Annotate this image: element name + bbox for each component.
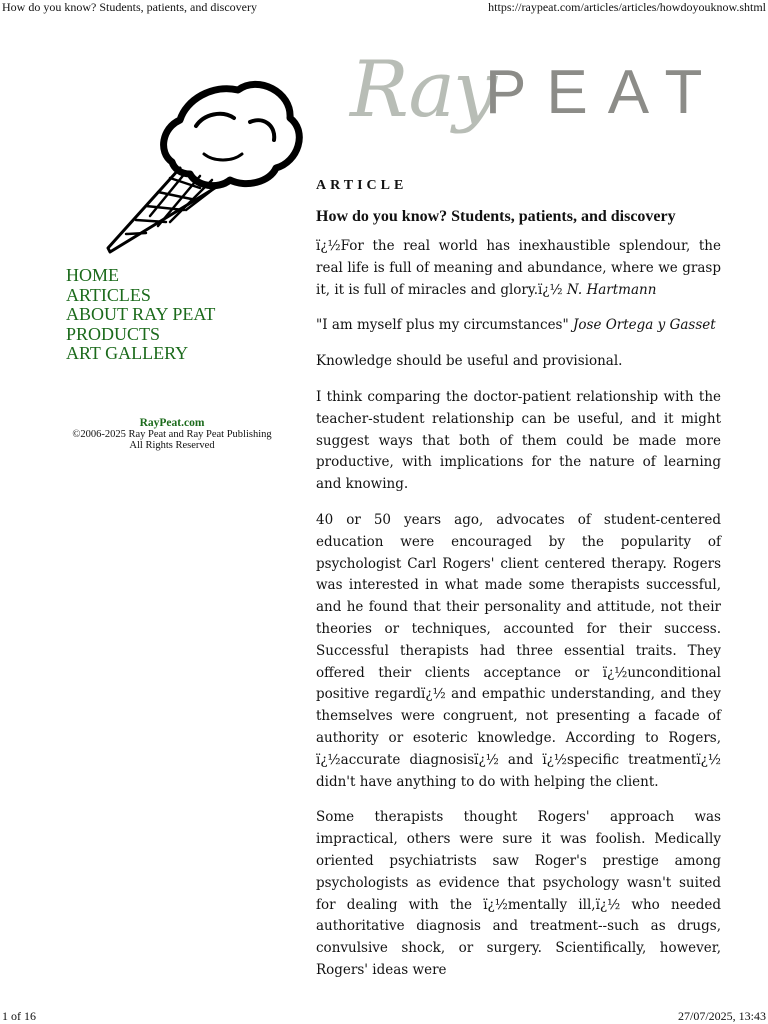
brand-peat-text: PEAT bbox=[485, 58, 723, 127]
ice-cream-cone-icon[interactable] bbox=[100, 70, 305, 255]
print-footer-page: 1 of 16 bbox=[2, 1009, 36, 1023]
section-label: ARTICLE bbox=[316, 178, 408, 193]
copyright-line2: All Rights Reserved bbox=[129, 439, 215, 451]
nav-about-link[interactable]: ABOUT RAY PEAT bbox=[66, 304, 216, 324]
paragraph-1: Knowledge should be useful and provisional. bbox=[316, 353, 623, 370]
epigraph-ortega bbox=[316, 315, 721, 337]
sidebar-nav bbox=[66, 266, 296, 364]
epigraph-hartmann-author: N. Hartmann bbox=[566, 281, 657, 298]
nav-articles-link[interactable]: ARTICLES bbox=[66, 284, 151, 305]
print-header-url: https://raypeat.com/articles/articles/howdoyouknow.shtml bbox=[488, 0, 766, 14]
nav-gallery-link[interactable]: ART GALLERY bbox=[66, 343, 189, 363]
article-title: How do you know? Students, patients, and discovery bbox=[316, 208, 676, 225]
epigraph-hartmann-text: ï¿½For the real world has inexhaustible splendour, the real life is full of meaning and abundance, where we grasp it, it is full of miracles and glory.ï¿½ bbox=[316, 238, 721, 298]
brand-ray-text: Ray bbox=[350, 45, 496, 135]
copyright-line1: ©2006-2025 Ray Peat and Ray Peat Publishing bbox=[72, 429, 272, 440]
print-footer-datetime: 27/07/2025, 13:43 bbox=[677, 1009, 766, 1023]
copyright-block bbox=[66, 417, 278, 451]
print-header-title: How do you know? Students, patients, and discovery bbox=[2, 0, 257, 14]
nav-products-link[interactable]: PRODUCTS bbox=[66, 323, 161, 344]
paragraph-2: I think comparing the doctor-patient relationship with the teacher-student relationship can be useful, and it might suggest ways that both of them could be made more productive, with implications for the nature of learning and knowing. bbox=[316, 388, 721, 493]
copyright-site[interactable]: RayPeat.com bbox=[139, 417, 205, 429]
paragraph-3: 40 or 50 years ago, advocates of student-centered education were encouraged by the popularity of psychologist Carl Rogers' client centered therapy. Rogers was interested in what made some therapists successful, and he found that their personality and attitude, not their theories or techniques, accounted for their success. Successful therapists had three essential traits. They offered their clients acceptance or ï¿½unconditional positive regardï¿½ and empathic understanding, and they themselves were congruent, not presenting a facade of authority or esoteric knowledge. According to Rogers, ï¿½accurate diagnosisï¿½ and ï¿½specific treatmentï¿½ didn't have anything to do with helping the client. bbox=[316, 511, 721, 790]
print-footer bbox=[0, 1009, 768, 1024]
epigraph-ortega-author: Jose Ortega y Gasset bbox=[572, 317, 716, 334]
epigraph-hartmann bbox=[316, 236, 721, 301]
paragraph-4: Some therapists thought Rogers' approach was impractical, others were sure it was foolish. Medically oriented psychiatrists saw Roger's prestige among psychologists as evidence that psychology wasn't suited for dealing with the ï¿½mentally ill,ï¿½ who needed authoritative diagnosis and treatment--such as drugs, convulsive shock, or surgery. Scientifically, however, Rogers' ideas were bbox=[316, 809, 721, 978]
article-body bbox=[316, 178, 721, 996]
print-header bbox=[0, 0, 768, 15]
epigraph-ortega-text: "I am myself plus my circumstances" bbox=[316, 317, 573, 334]
nav-home-link[interactable]: HOME bbox=[66, 265, 119, 285]
brand-logo[interactable] bbox=[345, 45, 745, 155]
